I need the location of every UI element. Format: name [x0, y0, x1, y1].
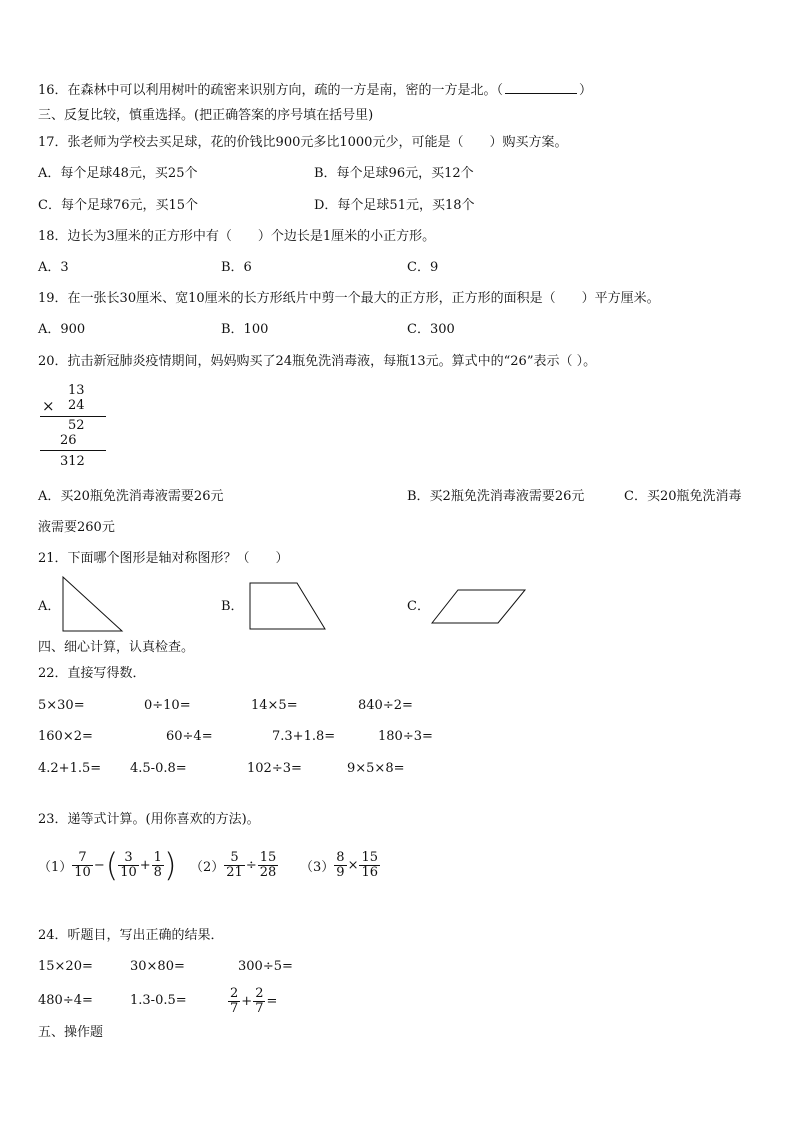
- fraction-addition: [228, 981, 278, 1021]
- q18-option-c[interactable]: C．9: [407, 260, 439, 275]
- fraction: $\frac{1}{8}$: [153, 849, 162, 880]
- section-5-heading: 五、操作题: [38, 1025, 104, 1040]
- q17-option-a[interactable]: A．每个足球48元，买25个: [38, 166, 198, 181]
- q19-option-c[interactable]: C．300: [407, 322, 455, 337]
- fraction: $\frac{8}{9}$: [336, 849, 345, 880]
- right-paren: ): [163, 846, 177, 884]
- expr-label-2: （2）: [190, 859, 225, 875]
- q21-option-b[interactable]: B．: [221, 599, 244, 614]
- calc-item: 300÷5=: [238, 959, 293, 974]
- section-3-heading: 三、反复比较，慎重选择。(把正确答案的序号填在括号里): [38, 108, 374, 123]
- expr-label-1: （1）: [38, 859, 73, 875]
- fraction: $\frac{15}{16}$: [361, 849, 379, 880]
- calc-item: 5×30=: [38, 698, 85, 713]
- q17-option-c[interactable]: C．每个足球76元，买15个: [38, 198, 199, 213]
- question-19-stem: 19．在一张长30厘米、宽10厘米的长方形纸片中剪一个最大的正方形，正方形的面积是（ ）平方厘米。: [38, 291, 660, 306]
- calc-item: 840÷2=: [358, 698, 413, 713]
- calc-item: 480÷4=: [38, 993, 93, 1008]
- times-sign: ×: [347, 857, 359, 873]
- question-18-stem: 18．边长为3厘米的正方形中有（ ）个边长是1厘米的小正方形。: [38, 229, 436, 244]
- q18-option-b[interactable]: B．6: [221, 260, 252, 275]
- fraction: $\frac{2}{7}$: [230, 985, 239, 1016]
- calc-item: 4.2+1.5=: [38, 761, 102, 776]
- calc-row-3: 52: [68, 418, 85, 433]
- q19-option-a[interactable]: A．900: [38, 322, 86, 337]
- calc-row-2: 24: [68, 398, 85, 413]
- answer-blank[interactable]: [505, 82, 577, 94]
- divide-sign: ÷: [245, 857, 257, 873]
- q20-option-c-cont: 液需要260元: [38, 520, 115, 535]
- question-23-stem: 23．递等式计算。(用你喜欢的方法)。: [38, 812, 260, 827]
- q17-option-d[interactable]: D．每个足球51元，买18个: [314, 198, 475, 213]
- calc-item: 0÷10=: [144, 698, 191, 713]
- fraction: $\frac{15}{28}$: [259, 849, 277, 880]
- minus-sign: −: [93, 857, 105, 873]
- q18-option-a[interactable]: A．3: [38, 260, 69, 275]
- calc-item: 14×5=: [251, 698, 298, 713]
- fraction: $\frac{3}{10}$: [120, 849, 137, 880]
- question-22-stem: 22．直接写得数．: [38, 666, 146, 681]
- fraction: $\frac{5}{21}$: [226, 849, 243, 880]
- calc-item: 60÷4=: [166, 729, 213, 744]
- question-20-stem: 20．抗击新冠肺炎疫情期间，妈妈购买了24瓶免洗消毒液，每瓶13元。算式中的“26”表示（ ）。: [38, 354, 597, 369]
- calc-line-1: [40, 416, 106, 417]
- vertical-multiplication: [38, 384, 113, 474]
- calc-item: 180÷3=: [378, 729, 433, 744]
- right-triangle-shape[interactable]: [62, 575, 124, 633]
- calc-item: 1.3-0.5=: [130, 993, 187, 1008]
- trapezoid-shape[interactable]: [248, 582, 328, 632]
- question-24-stem: 24．听题目，写出正确的结果．: [38, 928, 224, 943]
- calc-item: 160×2=: [38, 729, 93, 744]
- calc-item: 15×20=: [38, 959, 93, 974]
- expr-label-3: （3）: [300, 859, 335, 875]
- question-17-stem: 17．张老师为学校去买足球，花的价钱比900元多比1000元少，可能是（ ）购买方案。: [38, 135, 568, 150]
- parallelogram-shape[interactable]: [431, 589, 527, 625]
- fraction: $\frac{7}{10}$: [74, 849, 91, 880]
- calc-item: 7.3+1.8=: [272, 729, 336, 744]
- calc-item: 102÷3=: [247, 761, 302, 776]
- q20-option-a[interactable]: A．买20瓶免洗消毒液需要26元: [38, 489, 224, 504]
- calc-line-2: [40, 450, 106, 451]
- q19-option-b[interactable]: B．100: [221, 322, 269, 337]
- calc-item: 9×5×8=: [347, 761, 405, 776]
- calc-row-5: 312: [60, 454, 85, 469]
- q21-option-c[interactable]: C．: [407, 599, 430, 614]
- calc-row-1: 13: [68, 383, 85, 398]
- plus-sign: +: [139, 857, 151, 873]
- q17-option-b[interactable]: B．每个足球96元，买12个: [314, 166, 474, 181]
- plus-sign: +: [241, 993, 253, 1009]
- question-16: [38, 82, 592, 99]
- calc-item: 4.5-0.8=: [130, 761, 187, 776]
- calc-item: 30×80=: [130, 959, 185, 974]
- calc-row-4: 26: [60, 433, 77, 448]
- equals-sign: =: [266, 993, 278, 1009]
- expression-1: [38, 845, 176, 885]
- question-16-close: ）: [579, 83, 593, 98]
- expression-2: [190, 845, 278, 885]
- question-16-text: 16．在森林中可以利用树叶的疏密来识别方向，疏的一方是南，密的一方是北。（: [38, 83, 504, 98]
- question-21-stem: 21．下面哪个图形是轴对称图形？（ ）: [38, 551, 289, 566]
- expression-3: [300, 845, 380, 885]
- fraction: $\frac{2}{7}$: [255, 985, 264, 1016]
- times-sign: ×: [42, 397, 55, 415]
- q21-option-a[interactable]: A．: [38, 599, 61, 614]
- left-paren: (: [105, 846, 119, 884]
- section-4-heading: 四、细心计算，认真检查。: [38, 640, 195, 655]
- q20-option-b[interactable]: B．买2瓶免洗消毒液需要26元: [407, 489, 585, 504]
- q20-option-c[interactable]: C．买20瓶免洗消毒: [624, 489, 742, 504]
